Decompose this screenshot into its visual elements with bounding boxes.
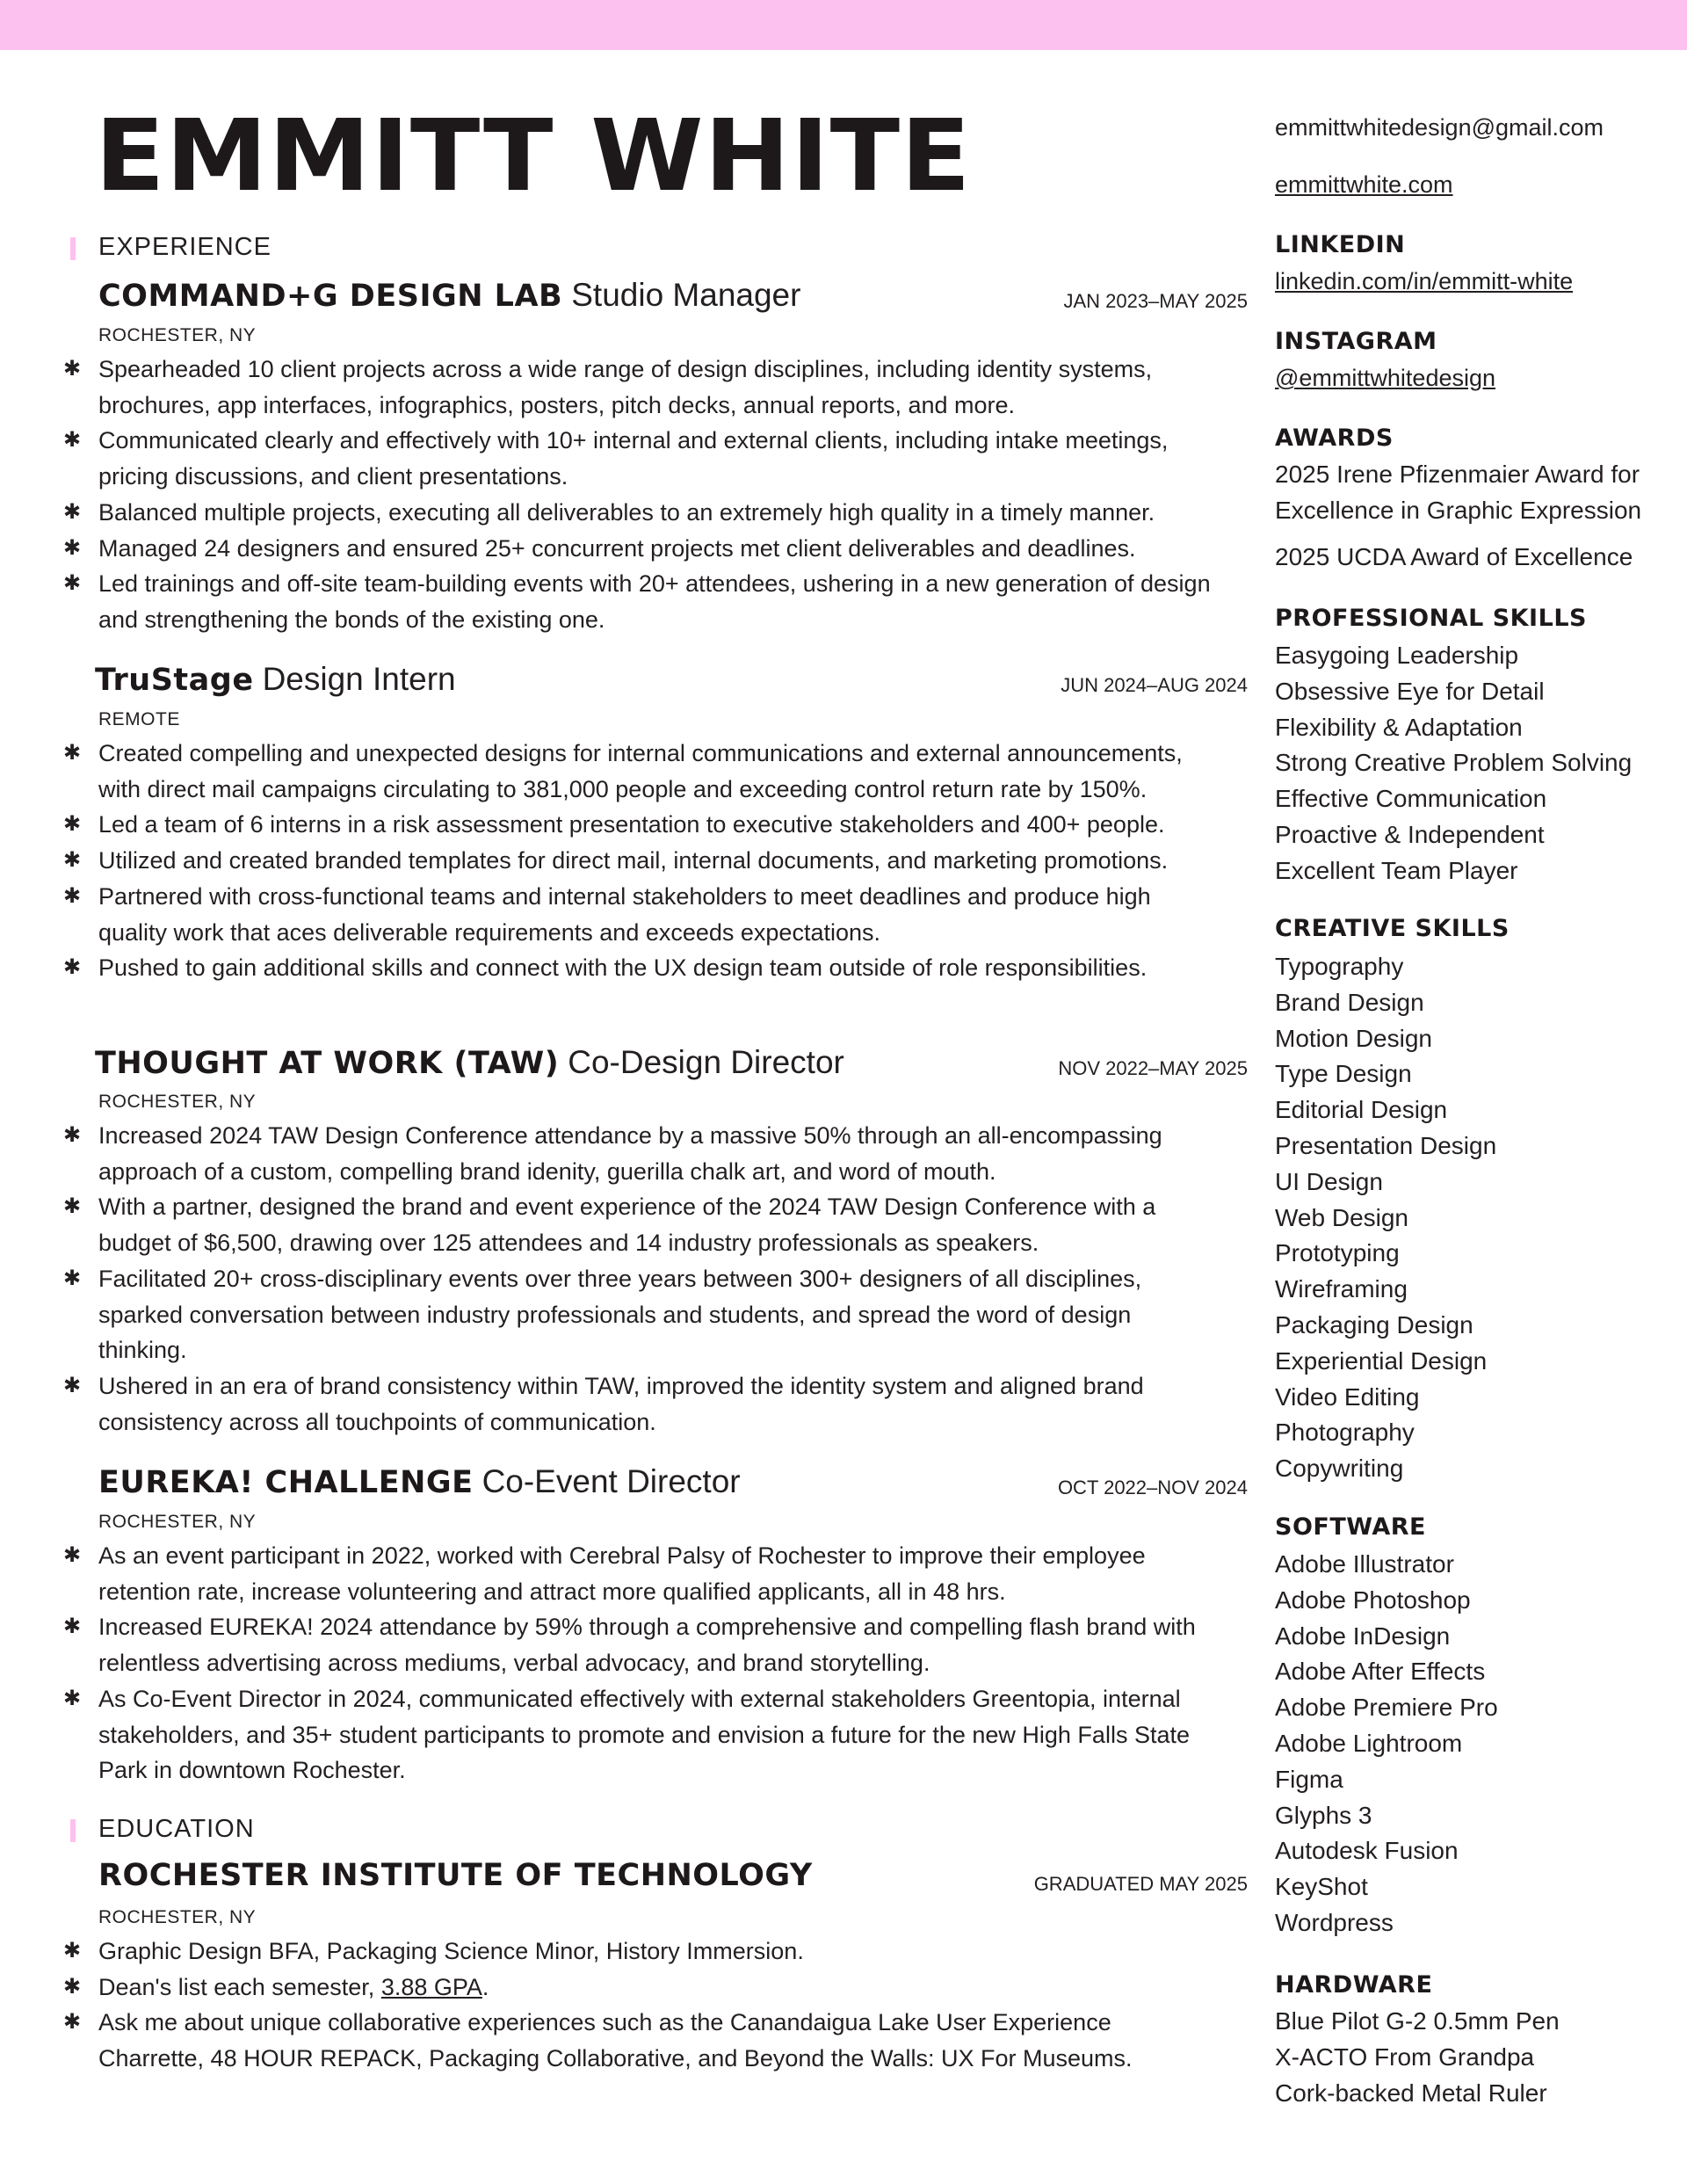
bullet-item: ✱ Dean's list each semester, 3.88 GPA. xyxy=(63,1970,1223,2006)
experience-marker xyxy=(70,237,76,260)
skill-item: Brand Design xyxy=(1275,988,1424,1016)
bullet-asterisk-icon: ✱ xyxy=(63,1974,82,1999)
bullet-asterisk-icon: ✱ xyxy=(63,499,82,524)
software-item: Wordpress xyxy=(1275,1908,1394,1936)
linkedin-link[interactable]: linkedin.com/in/emmitt-white xyxy=(1275,268,1574,294)
bullet-asterisk-icon: ✱ xyxy=(63,1373,82,1397)
bullet-item: ✱ Led trainings and off-site team-building events with 20+ attendees, ushering in a new generation of design and strengthening the bonds of the existing one. xyxy=(63,566,1223,637)
job-title-line xyxy=(98,277,800,314)
bullet-item: ✱ Pushed to gain additional skills and connect with the UX design team outside of role responsibilities. xyxy=(63,950,1223,986)
bullet-item: ✱ Balanced multiple projects, executing all deliverables to an extremely high quality in a timely manner. xyxy=(63,495,1223,531)
software-item: Adobe Illustrator xyxy=(1275,1550,1454,1578)
skill-item: Strong Creative Problem Solving xyxy=(1275,749,1633,777)
bullet-item: ✱ Graphic Design BFA, Packaging Science Minor, History Immersion. xyxy=(63,1934,1223,1970)
software-item: Adobe Lightroom xyxy=(1275,1729,1463,1757)
bullet-item: ✱ Communicated clearly and effectively with 10+ internal and external clients, including intake meetings, pricing discussions, and client presentations. xyxy=(63,423,1223,494)
bullet-item: ✱ With a partner, designed the brand and event experience of the 2024 TAW Design Conference with a budget of $6,500, drawing over 125 attendees and 14 industry professionals as speakers. xyxy=(63,1189,1223,1260)
job-title-line xyxy=(95,1044,844,1081)
bullet-asterisk-icon: ✱ xyxy=(63,571,82,596)
hardware-item: X-ACTO From Grandpa xyxy=(1275,2043,1535,2071)
experience-heading: EXPERIENCE xyxy=(98,233,272,261)
bullet-asterisk-icon: ✱ xyxy=(63,848,82,873)
job-date: NOV 2022–MAY 2025 xyxy=(1058,1057,1248,1079)
gpa-link[interactable]: 3.88 GPA xyxy=(380,1973,482,2000)
skill-item: UI Design xyxy=(1275,1167,1383,1195)
job-bullets xyxy=(63,1538,1223,1789)
software-heading: SOFTWARE xyxy=(1275,1513,1426,1541)
skill-item: Easygoing Leadership xyxy=(1275,642,1519,669)
job-role: Studio Manager xyxy=(571,277,801,313)
software-item: KeyShot xyxy=(1275,1873,1368,1901)
bullet-item: ✱ Ask me about unique collaborative experiences such as the Canandaigua Lake User Experience Charrette, 48 HOUR REPACK, Packaging Collaborative, and Beyond the Walls: UX For Museums. xyxy=(63,2005,1223,2076)
bullet-item: ✱ Utilized and created branded templates for direct mail, internal documents, and marketing promotions. xyxy=(63,843,1223,879)
job-location: ROCHESTER, NY xyxy=(98,325,257,345)
hardware-item: Cork-backed Metal Ruler xyxy=(1275,2079,1547,2107)
education-location: ROCHESTER, NY xyxy=(98,1907,257,1927)
software-item: Adobe InDesign xyxy=(1275,1622,1451,1650)
creative-skills-list xyxy=(1275,949,1496,1487)
skill-item: Type Design xyxy=(1275,1060,1412,1088)
software-item: Adobe After Effects xyxy=(1275,1658,1486,1686)
bullet-item: ✱ As Co-Event Director in 2024, communicated effectively with external stakeholders Greentopia, internal stakeholders, and 35+ student participants to promote and envision a future for the new High Falls State Park in downtown Rochester. xyxy=(63,1681,1223,1789)
awards-list xyxy=(1275,457,1662,575)
instagram-heading: INSTAGRAM xyxy=(1275,328,1437,355)
linkedin-heading: LINKEDIN xyxy=(1275,231,1406,258)
education-date: GRADUATED MAY 2025 xyxy=(1033,1873,1248,1895)
skill-item: Prototyping xyxy=(1275,1239,1400,1267)
education-marker xyxy=(70,1819,76,1842)
bullet-asterisk-icon: ✱ xyxy=(63,357,82,381)
email-link[interactable]: emmittwhitedesign@gmail.com xyxy=(1275,114,1604,141)
bullet-item: ✱ Facilitated 20+ cross-disciplinary events over three years between 300+ designers of all disciplines, sparked conversation between industry professionals and students, and spread the word of design thinking. xyxy=(63,1261,1223,1368)
creative-skills-heading: CREATIVE SKILLS xyxy=(1275,915,1510,942)
job-location: ROCHESTER, NY xyxy=(98,1512,257,1532)
resume-name: EMMITT WHITE xyxy=(95,99,972,214)
education-bullets xyxy=(63,1934,1223,2077)
education-heading: EDUCATION xyxy=(98,1815,255,1843)
skill-item: Web Design xyxy=(1275,1203,1409,1231)
bullet-item: ✱ Ushered in an era of brand consistency within TAW, improved the identity system and aligned brand consistency across all touchpoints of communication. xyxy=(63,1368,1223,1440)
job-date: JUN 2024–AUG 2024 xyxy=(1061,674,1248,696)
software-list xyxy=(1275,1547,1498,1941)
job-location: REMOTE xyxy=(98,709,180,729)
instagram-link[interactable]: @emmittwhitedesign xyxy=(1275,365,1496,391)
bullet-item: ✱ Managed 24 designers and ensured 25+ concurrent projects met client deliverables and deadlines. xyxy=(63,531,1223,567)
skill-item: Motion Design xyxy=(1275,1024,1432,1052)
bullet-asterisk-icon: ✱ xyxy=(63,741,82,765)
skill-item: Typography xyxy=(1275,953,1404,980)
skill-item: Obsessive Eye for Detail xyxy=(1275,677,1545,705)
software-item: Adobe Photoshop xyxy=(1275,1585,1471,1614)
hardware-list xyxy=(1275,2004,1560,2111)
skill-item: Presentation Design xyxy=(1275,1131,1497,1159)
bullet-asterisk-icon: ✱ xyxy=(63,1939,82,1963)
bullet-item: ✱ Led a team of 6 interns in a risk assessment presentation to executive stakeholders and 400+ people. xyxy=(63,807,1223,843)
bullet-item: ✱ As an event participant in 2022, worked with Cerebral Palsy of Rochester to improve their employee retention rate, increase volunteering and attract more qualified applicants, all in 48 hrs. xyxy=(63,1538,1223,1609)
award-item: 2025 Irene Pfizenmaier Award for Excellence in Graphic Expression xyxy=(1275,461,1642,524)
software-item: Adobe Premiere Pro xyxy=(1275,1694,1498,1722)
awards-heading: AWARDS xyxy=(1275,424,1394,452)
hardware-heading: HARDWARE xyxy=(1275,1971,1433,1999)
skill-item: Effective Communication xyxy=(1275,785,1547,813)
job-org: COMMAND+G DESIGN LAB xyxy=(98,279,563,314)
top-accent-bar xyxy=(0,0,1687,50)
job-bullets xyxy=(63,352,1223,638)
job-date: JAN 2023–MAY 2025 xyxy=(1063,290,1248,312)
skill-item: Wireframing xyxy=(1275,1275,1408,1303)
bullet-asterisk-icon: ✱ xyxy=(63,812,82,837)
skill-item: Experiential Design xyxy=(1275,1346,1488,1375)
bullet-item: ✱ Created compelling and unexpected designs for internal communications and external announcements, with direct mail campaigns circulating to 381,000 people and exceeding control return rate by 150%. xyxy=(63,736,1223,807)
bullet-asterisk-icon: ✱ xyxy=(63,1686,82,1710)
bullet-asterisk-icon: ✱ xyxy=(63,955,82,980)
job-role: Design Intern xyxy=(262,661,456,697)
education-title-line xyxy=(98,1858,813,1893)
bullet-asterisk-icon: ✱ xyxy=(63,883,82,908)
job-org: EUREKA! CHALLENGE xyxy=(98,1465,474,1500)
skill-item: Copywriting xyxy=(1275,1455,1404,1483)
job-bullets xyxy=(63,1118,1223,1440)
bullet-asterisk-icon: ✱ xyxy=(63,1614,82,1639)
job-title-line xyxy=(95,661,456,698)
job-location: ROCHESTER, NY xyxy=(98,1092,257,1112)
skill-item: Photography xyxy=(1275,1419,1415,1447)
bullet-item: ✱ Increased 2024 TAW Design Conference attendance by a massive 50% through an all-encompassing approach of a custom, compelling brand idenity, guerilla chalk art, and word of mouth. xyxy=(63,1118,1223,1189)
software-item: Figma xyxy=(1275,1765,1343,1793)
job-org: THOUGHT AT WORK (TAW) xyxy=(95,1046,560,1081)
job-role: Co-Event Director xyxy=(481,1463,741,1499)
bullet-item: ✱ Partnered with cross-functional teams and internal stakeholders to meet deadlines and produce high quality work that aces deliverable requirements and exceeds expectations. xyxy=(63,879,1223,950)
job-title-line xyxy=(98,1463,741,1500)
hardware-item: Blue Pilot G-2 0.5mm Pen xyxy=(1275,2007,1560,2035)
professional-skills-list xyxy=(1275,638,1632,889)
bullet-item: ✱ Increased EUREKA! 2024 attendance by 59% through a comprehensive and compelling flash brand with relentless advertising across mediums, verbal advocacy, and brand storytelling. xyxy=(63,1609,1223,1680)
bullet-asterisk-icon: ✱ xyxy=(63,1194,82,1219)
bullet-asterisk-icon: ✱ xyxy=(63,1266,82,1290)
job-org: TruStage xyxy=(95,663,254,698)
education-org: ROCHESTER INSTITUTE OF TECHNOLOGY xyxy=(98,1858,813,1893)
software-item: Autodesk Fusion xyxy=(1275,1837,1459,1865)
skill-item: Excellent Team Player xyxy=(1275,856,1518,884)
bullet-asterisk-icon: ✱ xyxy=(63,535,82,560)
bullet-asterisk-icon: ✱ xyxy=(63,1123,82,1147)
job-bullets xyxy=(63,736,1223,986)
skill-item: Flexibility & Adaptation xyxy=(1275,713,1523,741)
bullet-asterisk-icon: ✱ xyxy=(63,1543,82,1567)
job-date: OCT 2022–NOV 2024 xyxy=(1057,1477,1248,1498)
bullet-asterisk-icon: ✱ xyxy=(63,2010,82,2035)
bullet-item: ✱ Spearheaded 10 client projects across a wide range of design disciplines, including identity systems, brochures, app interfaces, infographics, posters, pitch decks, annual reports, and more. xyxy=(63,352,1223,423)
website-link[interactable]: emmittwhite.com xyxy=(1275,171,1453,198)
job-role: Co-Design Director xyxy=(568,1044,844,1080)
bullet-asterisk-icon: ✱ xyxy=(63,428,82,453)
skill-item: Video Editing xyxy=(1275,1382,1420,1411)
skill-item: Packaging Design xyxy=(1275,1310,1473,1339)
skill-item: Editorial Design xyxy=(1275,1096,1448,1124)
software-item: Glyphs 3 xyxy=(1275,1801,1372,1829)
professional-skills-heading: PROFESSIONAL SKILLS xyxy=(1275,605,1587,632)
award-item: 2025 UCDA Award of Excellence xyxy=(1275,542,1633,570)
skill-item: Proactive & Independent xyxy=(1275,820,1545,848)
